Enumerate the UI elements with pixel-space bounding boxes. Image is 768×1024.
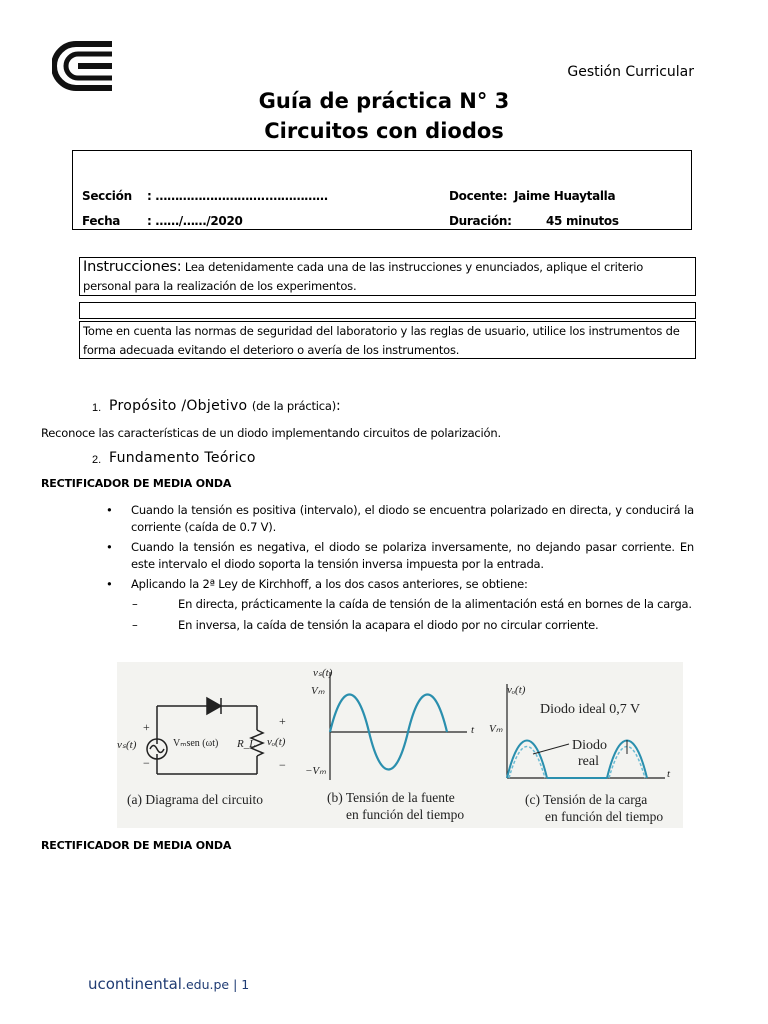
section1-title: Propósito /Objetivo xyxy=(109,398,248,414)
label-minus-load: − xyxy=(279,758,286,772)
instructions-box xyxy=(79,257,696,296)
footer-separator: | xyxy=(229,977,242,992)
list-item: • Cuando la tensión es positiva (intervalo), el diodo se encuentra polarizado en directa, y conducirá la corriente (caída de 0.7 V). xyxy=(106,503,694,534)
docente-label: Docente: xyxy=(449,189,508,203)
label-neg-vm: −Vₘ xyxy=(305,765,326,777)
bullet-list xyxy=(106,502,694,638)
sub-list-item: – En directa, prácticamente la caída de tensión de la alimentación está en bornes de la carga. xyxy=(132,597,692,611)
label-plus-load: + xyxy=(279,714,286,728)
duracion-value: 45 minutos xyxy=(546,214,619,228)
instructions-title: Instrucciones: xyxy=(83,259,182,275)
closing-heading: RECTIFICADOR DE MEDIA ONDA xyxy=(41,839,232,852)
label-vo: vₒ(t) xyxy=(267,736,286,748)
rectifier-figure xyxy=(117,662,683,828)
safety-text: Tome en cuenta las normas de seguridad del laboratorio y las reglas de usuario, utilice los instrumentos de forma adecuada evitando el deterioro o avería de los instrumentos. xyxy=(83,324,680,357)
seccion-label: Sección xyxy=(82,189,132,203)
circuit-diagram xyxy=(147,698,263,774)
label-source: Vₘsen (ωt) xyxy=(173,738,219,749)
section2-subheading: RECTIFICADOR DE MEDIA ONDA xyxy=(41,477,232,490)
caption-b-line2: en función del tiempo xyxy=(346,807,465,822)
docente-value: Jaime Huaytalla xyxy=(514,189,616,203)
section2-number: 2. xyxy=(92,454,102,466)
label-plus-src: + xyxy=(143,720,150,734)
label-rl: R_L xyxy=(237,738,256,750)
label-real-diode-1: Diodo xyxy=(572,738,607,753)
label-vm-c: Vₘ xyxy=(489,723,503,735)
instructions-text: Lea detenidamente cada una de las instrucciones y enunciados, aplique el criterio personal para la realización de los experimentos. xyxy=(83,260,644,293)
section1-paren: (de la práctica) xyxy=(251,399,337,413)
caption-a: (a) Diagrama del circuito xyxy=(127,792,264,807)
fecha-label: Fecha xyxy=(82,214,121,228)
section1-heading xyxy=(109,397,341,415)
label-real-diode-2: real xyxy=(578,754,599,769)
label-vs-axis: vₛ(t) xyxy=(313,667,333,679)
section1-colon: : xyxy=(336,398,342,414)
page-subtitle: Circuitos con diodos xyxy=(264,119,504,143)
safety-box xyxy=(79,321,696,359)
section1-text: Reconoce las características de un diodo implementando circuitos de polarización. xyxy=(41,426,501,440)
page-number: 1 xyxy=(241,977,250,992)
list-item: • Aplicando la 2ª Ley de Kirchhoff, a los dos casos anteriores, se obtiene: xyxy=(106,577,528,591)
label-vm: Vₘ xyxy=(311,685,325,697)
footer-brand[interactable]: ucontinental xyxy=(88,975,182,993)
footer-domain: .edu.pe xyxy=(181,977,230,992)
label-t-c: t xyxy=(667,768,671,780)
fecha-value: : ……/……/2020 xyxy=(147,214,243,228)
empty-box xyxy=(79,302,696,319)
list-item: • Cuando la tensión es negativa, el diodo se polariza inversamente, no dejando pasar corriente. En este intervalo el diodo soporta la tensión inversa impuesta por la entrada. xyxy=(106,540,694,571)
section1-number: 1. xyxy=(92,402,102,414)
label-ideal-diode: Diodo ideal 0,7 V xyxy=(540,702,641,717)
label-minus-src: − xyxy=(143,756,150,770)
label-t-b: t xyxy=(471,724,475,736)
page-title: Guía de práctica N° 3 xyxy=(258,89,510,113)
label-vs: vₛ(t) xyxy=(117,739,137,751)
seccion-value: : ………………………..…………… xyxy=(147,189,328,203)
continental-logo-icon xyxy=(52,40,124,92)
caption-b-line1: (b) Tensión de la fuente xyxy=(327,790,455,805)
org-label: Gestión Curricular xyxy=(567,64,694,80)
footer xyxy=(88,975,249,993)
caption-c-line1: (c) Tensión de la carga xyxy=(525,792,648,807)
label-vo-axis: vₒ(t) xyxy=(507,684,526,696)
duracion-label: Duración: xyxy=(449,214,512,228)
section2-title: Fundamento Teórico xyxy=(109,450,256,466)
sub-list-item: – En inversa, la caída de tensión la acapara el diodo por no circular corriente. xyxy=(132,618,599,632)
caption-c-line2: en función del tiempo xyxy=(545,809,664,824)
